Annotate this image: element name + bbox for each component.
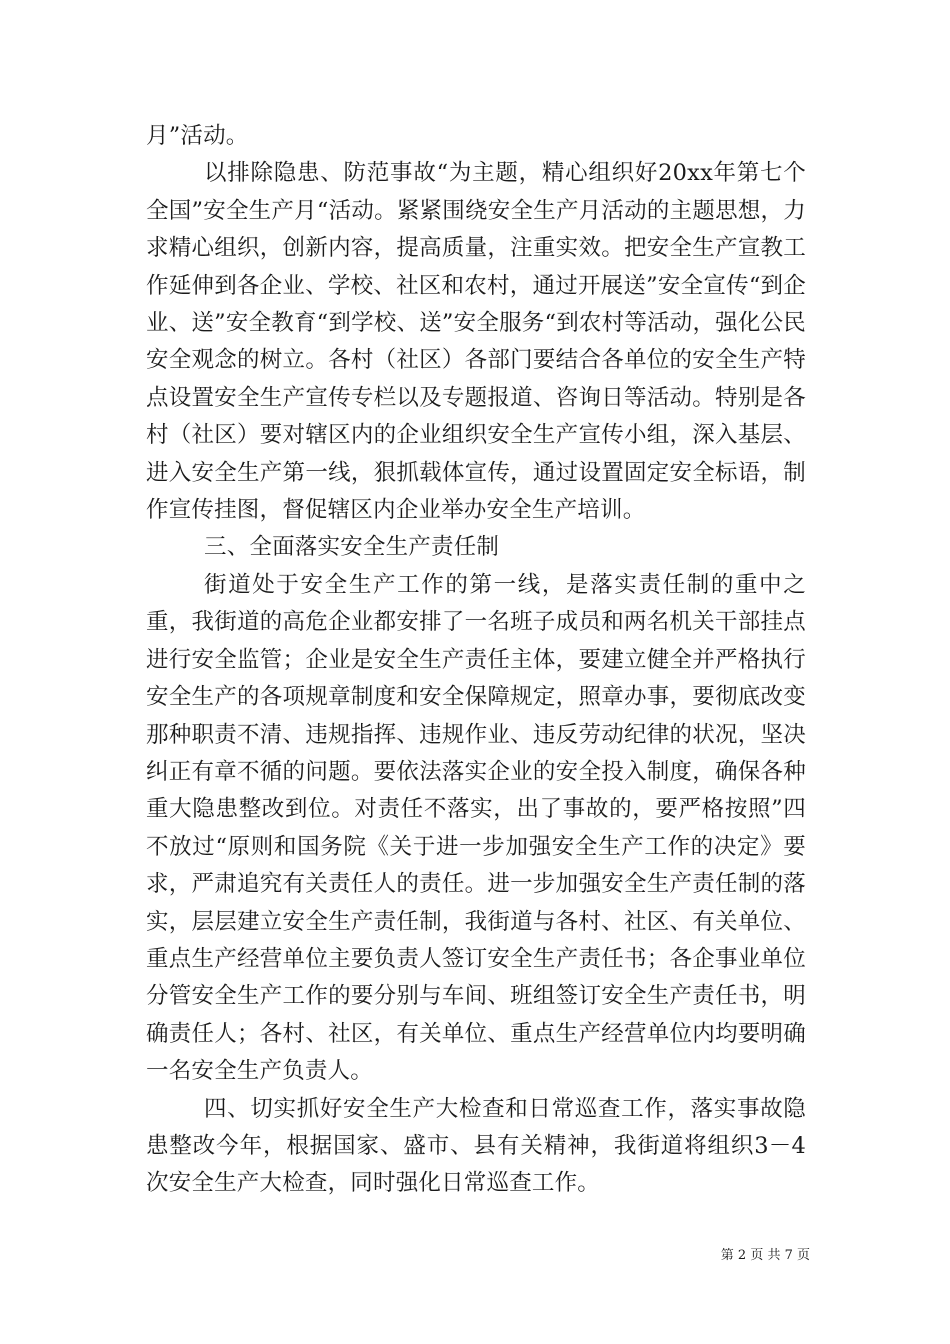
section-heading-responsibility: 三、全面落实安全生产责任制 — [204, 534, 500, 561]
document-body — [146, 118, 806, 1203]
page-number-footer: 第 2 页 共 7 页 — [720, 1248, 810, 1263]
paragraph-continuation: 月”活动。 — [146, 123, 249, 149]
paragraph-inspection: 四、切实抓好安全生产大检查和日常巡查工作，落实事故隐患整改今年，根据国家、盛市、县有关精神，我街道将组织3－4次安全生产大检查，同时强化日常巡查工作。 — [146, 1095, 806, 1197]
paragraph-safety-month: 以排除隐患、防范事故“为主题，精心组织好20xx年第七个全国”安全生产月“活动。紧紧围绕安全生产月活动的主题思想，力求精心组织，创新内容，提高质量，注重实效。把安全生产宣教工作延伸到各企业、学校、社区和农村，通过开展送”安全宣传“到企业、送”安全教育“到学校、送”安全服务“到农村等活动，强化公民安全观念的树立。各村（社区）各部门要结合各单位的安全生产特点设置安全生产宣传专栏以及专题报道、咨询日等活动。特别是各村（社区）要对辖区内的企业组织安全生产宣传小组，深入基层、进入安全生产第一线，狠抓载体宣传，通过设置固定安全标语，制作宣传挂图，督促辖区内企业举办安全生产培训。 — [146, 160, 806, 524]
paragraph-responsibility: 街道处于安全生产工作的第一线，是落实责任制的重中之重，我街道的高危企业都安排了一名班子成员和两名机关干部挂点进行安全监管；企业是安全生产责任主体，要建立健全并严格执行安全生产的各项规章制度和安全保障规定，照章办事，要彻底改变那种职责不清、违规指挥、违规作业、违反劳动纪律的状况，坚决纠正有章不循的问题。要依法落实企业的安全投入制度，确保各种重大隐患整改到位。对责任不落实，出了事故的，要严格按照”四不放过“原则和国务院《关于进一步加强安全生产工作的决定》要求，严肃追究有关责任人的责任。进一步加强安全生产责任制的落实，层层建立安全生产责任制，我街道与各村、社区、有关单位、重点生产经营单位主要负责人签订安全生产责任书；各企事业单位分管安全生产工作的要分别与车间、班组签订安全生产责任书，明确责任人；各村、社区，有关单位、重点生产经营单位内均要明确一名安全生产负责人。 — [146, 571, 806, 1085]
